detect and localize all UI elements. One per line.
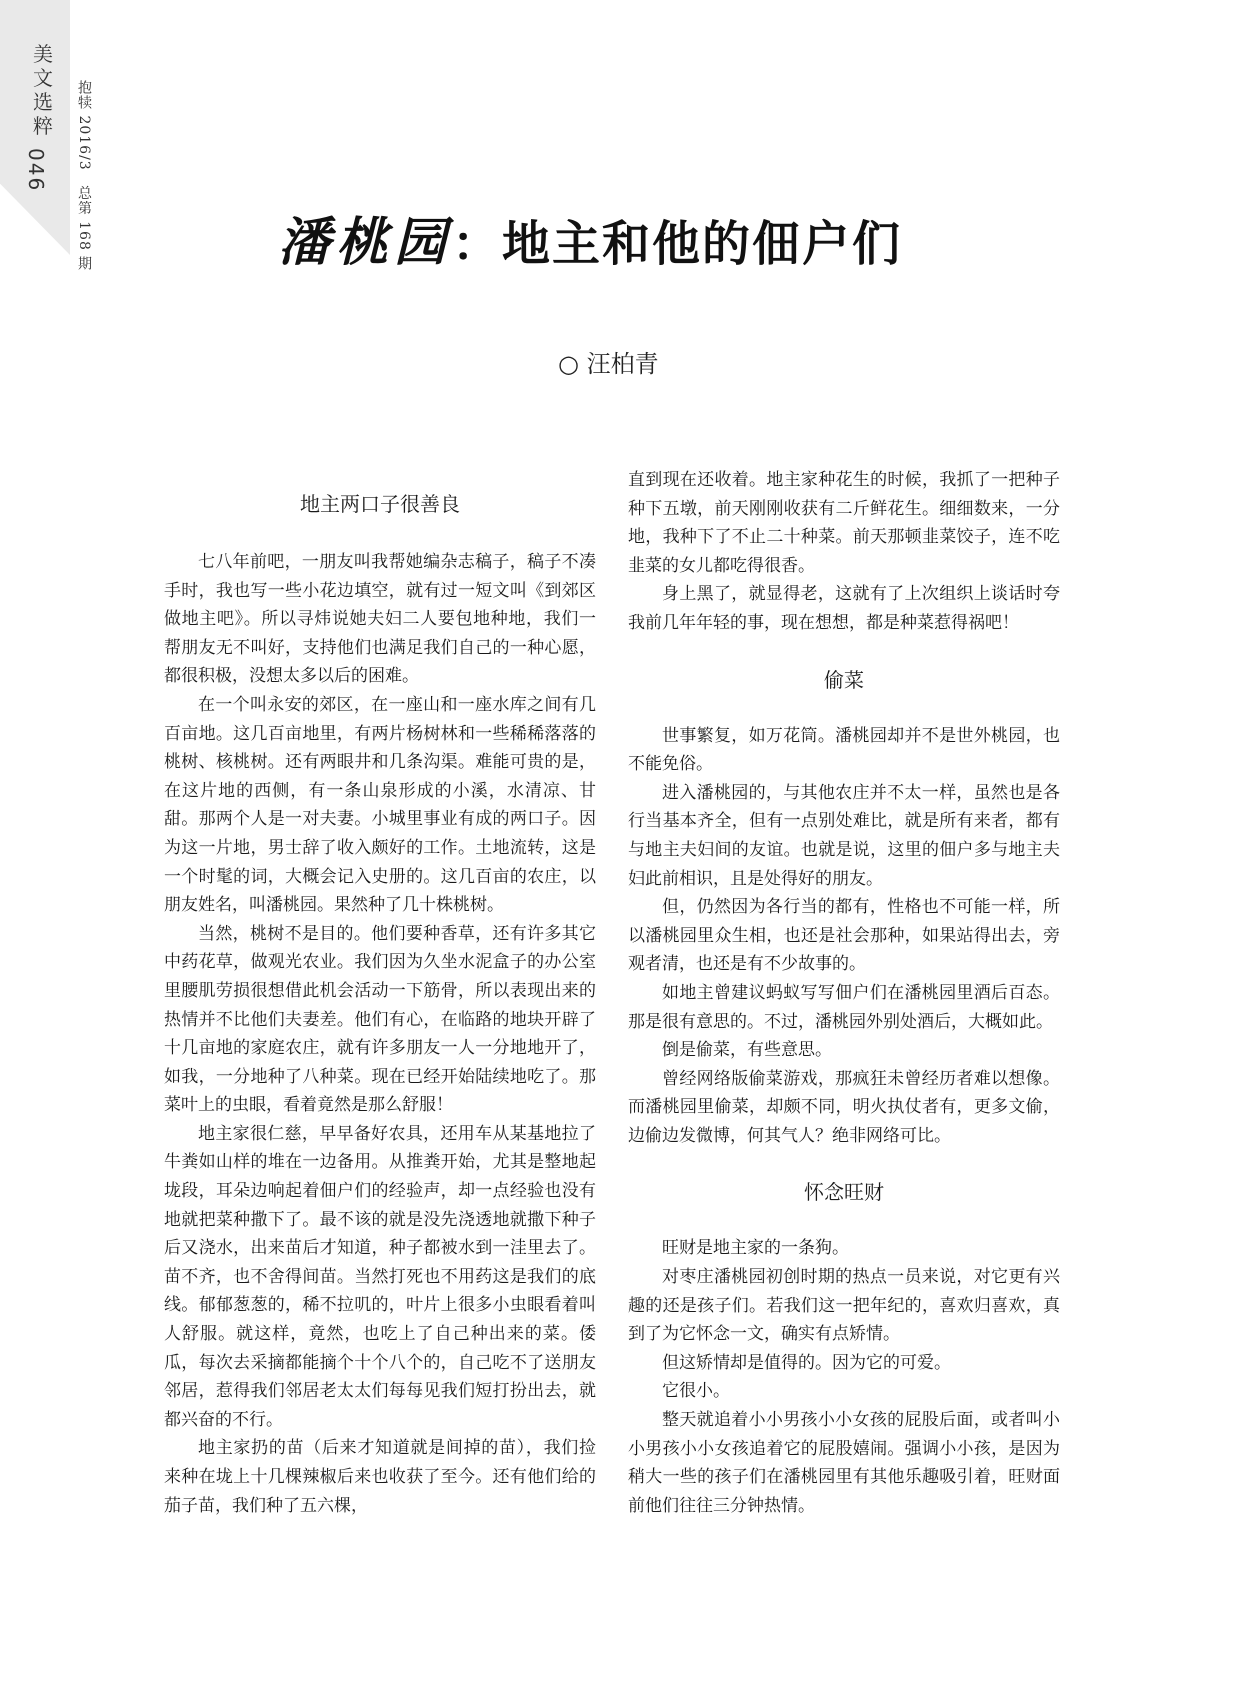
title-brush-text: 潘桃园 (278, 212, 453, 273)
article-title (278, 200, 978, 275)
paragraph: 地主家很仁慈，早早备好农具，还用车从某基地拉了牛粪如山样的堆在一边备用。从推粪开始，尤其是整地起垅段，耳朵边响起着佃户们的经验声，却一点经验也没有地就把菜种撒下了。最不该的就是没先浇透地就撒下种子后又浇水，出来苗后才知道，种子都被水到一洼里去了。苗不齐，也不舍得间苗。当然打死也不用药这是我们的底线。郁郁葱葱的，稀不拉叽的，叶片上很多小虫眼看着叫人舒服。就这样，竟然，也吃上了自己种出来的菜。倭瓜，每次去采摘都能摘个十个八个的，自己吃不了送朋友邻居，惹得我们邻居老太太们每每见我们短打扮出去，就都兴奋的不行。 (164, 1123, 596, 1430)
section-label-char: 选 (33, 90, 53, 114)
paragraph: 整天就追着小小男孩小小女孩的屁股后面，或者叫小小男孩小小女孩追着它的屁股嬉闹。强调小小孩，是因为稍大一些的孩子们在潘桃园里有其他乐趣吸引着，旺财面前他们往往三分钟热情。 (628, 1410, 1060, 1516)
paragraph: 当然，桃树不是目的。他们要种香草，还有许多其它中药花草，做观光农业。我们因为久坐水泥盒子的办公室里腰肌劳损很想借此机会活动一下筋骨，所以表现出来的热情并不比他们夫妻差。他们有心，在临路的地块开辟了十几亩地的家庭农庄，就有许多朋友一人一分地地开了，如我，一分地种了八种菜。现在已经开始陆续地吃了。那菜叶上的虫眼，看着竟然是那么舒服！ (164, 923, 596, 1116)
section-label-char: 文 (33, 66, 53, 90)
right-column (628, 466, 1060, 1520)
paragraph: 但这矫情却是值得的。因为它的可爱。 (662, 1352, 951, 1373)
paragraph: 如地主曾建议蚂蚁写写佃户们在潘桃园里酒后百态。那是很有意思的。不过，潘桃园外别处酒后，大概如此。 (628, 982, 1060, 1032)
section-heading: 偷菜 (824, 667, 864, 692)
page-number: 046 (24, 148, 48, 193)
paragraph: 在一个叫永安的郊区，在一座山和一座水库之间有几百亩地。这几百亩地里，有两片杨树林和一些稀稀落落的桃树、核桃树。还有两眼井和几条沟渠。难能可贵的是，在这片地的西侧，有一条山泉形成的小溪，水清凉、甘甜。那两个人是一对夫妻。小城里事业有成的两口子。因为这一片地，男士辞了收入颇好的工作。土地流转，这是一个时髦的词，大概会记入史册的。这几百亩的农庄，以朋友姓名，叫潘桃园。果然种了几十株桃树。 (164, 694, 596, 916)
paragraph: 曾经网络版偷菜游戏，那疯狂未曾经历者难以想像。而潘桃园里偷菜，却颇不同，明火执仗者有，更多文偷，边偷边发微博，何其气人？绝非网络可比。 (628, 1068, 1060, 1146)
paragraph: 世事繁复，如万花筒。潘桃园却并不是世外桃园，也不能免俗。 (628, 725, 1060, 775)
author-byline: ○ 汪柏青 (558, 350, 659, 378)
paragraph: 进入潘桃园的，与其他农庄并不太一样，虽然也是各行当基本齐全，但有一点别处难比，就是所有来者，都有与地主夫妇间的友谊。也就是说，这里的佃户多与地主夫妇此前相识，且是处得好的朋友。 (628, 782, 1060, 889)
issue-info: 抱犊 2016/3 总第 168 期 (76, 80, 92, 272)
section-heading: 怀念旺财 (804, 1180, 884, 1205)
paragraph: 旺财是地主家的一条狗。 (662, 1238, 849, 1259)
left-column (164, 472, 596, 1520)
title-rest-text: ：地主和他的佃户们 (452, 216, 903, 272)
paragraph: 对枣庄潘桃园初创时期的热点一员来说，对它更有兴趣的还是孩子们。若我们这一把年纪的，喜欢归喜欢，真到了为它怀念一文，确实有点矫情。 (628, 1267, 1060, 1345)
paragraph: 七八年前吧，一朋友叫我帮她编杂志稿子，稿子不凑手时，我也写一些小花边填空，就有过一短文叫《到郊区做地主吧》。所以寻炜说她夫妇二人要包地种地，我们一帮朋友无不叫好，支持他们也满足我们自己的一种心愿，都很积极，没想太多以后的困难。 (164, 552, 596, 687)
section-label (28, 42, 58, 138)
section-heading: 地主两口子很善良 (300, 492, 460, 516)
paragraph: 它很小。 (662, 1381, 730, 1402)
paragraph: 地主家扔的苗（后来才知道就是间掉的苗），我们捡来种在垅上十几棵辣椒后来也收获了至今。还有他们给的茄子苗，我们种了五六棵， (164, 1438, 596, 1516)
paragraph: 倒是偷菜，有些意思。 (662, 1040, 832, 1061)
section-label-char: 美 (33, 42, 53, 66)
paragraph: 直到现在还收着。地主家种花生的时候，我抓了一把种子种下五墩，前天刚刚收获有二斤鲜花生。细细数来，一分地，我种下了不止二十种菜。前天那顿韭菜饺子，连不吃韭菜的女儿都吃得很香。 (628, 470, 1060, 576)
paragraph: 身上黑了，就显得老，这就有了上次组织上谈话时夸我前几年年轻的事，现在想想，都是种菜惹得祸吧！ (628, 584, 1060, 633)
section-label-char: 粹 (33, 114, 53, 138)
paragraph: 但，仍然因为各行当的都有，性格也不可能一样，所以潘桃园里众生相，也还是社会那种，如果站得出去，旁观者清，也还是有不少故事的。 (628, 897, 1060, 975)
